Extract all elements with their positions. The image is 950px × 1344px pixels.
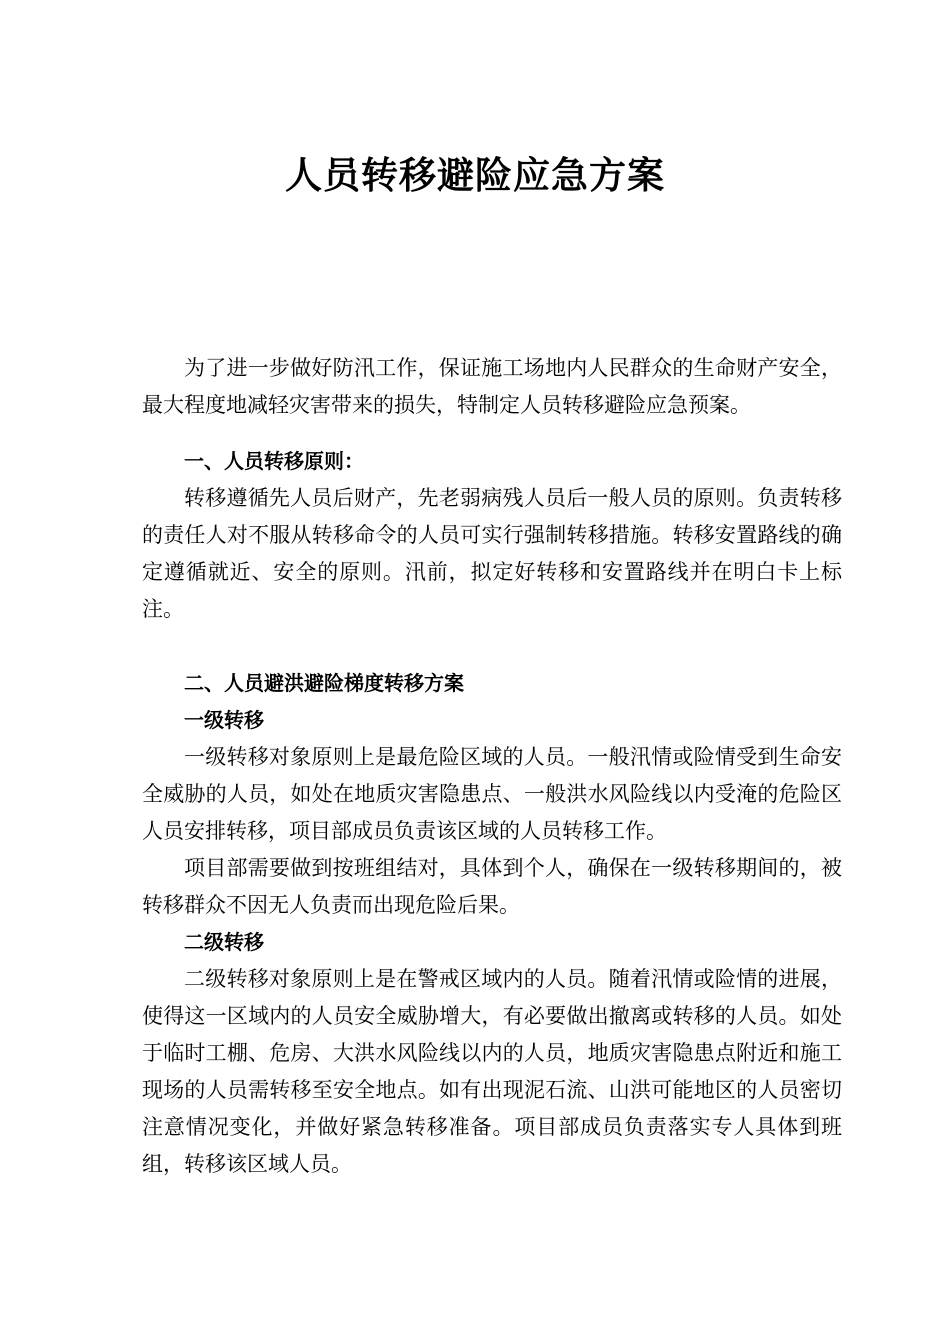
- level-1-heading: 一级转移: [184, 708, 264, 732]
- level-2-paragraph: 二级转移对象原则上是在警戒区域内的人员。随着汛情或险情的进展，使得这一区域内的人员安全威胁增大，有必要做出撤离或转移的人员。如处于临时工棚、危房、大洪水风险线以内的人员，地质灾害隐患点附近和施工现场的人员需转移至安全地点。如有出现泥石流、山洪可能地区的人员密切注意情况变化，并做好紧急转移准备。项目部成员负责落实专人具体到班组，转移该区域人员。: [142, 967, 842, 1176]
- section-2-heading: 二、人员避洪避险梯度转移方案: [184, 671, 464, 695]
- section-1-heading: 一、人员转移原则：: [184, 449, 364, 473]
- level-2-heading: 二级转移: [184, 930, 264, 954]
- spacer: [142, 424, 842, 443]
- section-1-paragraph: 转移遵循先人员后财产，先老弱病残人员后一般人员的原则。负责转移的责任人对不服从转移命令的人员可实行强制转移措施。转移安置路线的确定遵循就近、安全的原则。汛前，拟定好转移和安置路线并在明白卡上标注。: [142, 486, 842, 621]
- level-1-paragraph-2: 项目部需要做到按班组结对，具体到个人，确保在一级转移期间的，被转移群众不因无人负责而出现危险后果。: [142, 856, 842, 917]
- page-title: 人员转移避险应急方案: [285, 153, 665, 197]
- document-body: [142, 350, 842, 1183]
- intro-paragraph: 为了进一步做好防汛工作，保证施工场地内人民群众的生命财产安全，最大程度地减轻灾害带来的损失，特制定人员转移避险应急预案。: [142, 356, 842, 417]
- level-1-paragraph-1: 一级转移对象原则上是最危险区域的人员。一般汛情或险情受到生命安全威胁的人员，如处在地质灾害隐患点、一般洪水风险线以内受淹的危险区人员安排转移，项目部成员负责该区域的人员转移工作。: [142, 745, 842, 843]
- spacer: [142, 628, 842, 665]
